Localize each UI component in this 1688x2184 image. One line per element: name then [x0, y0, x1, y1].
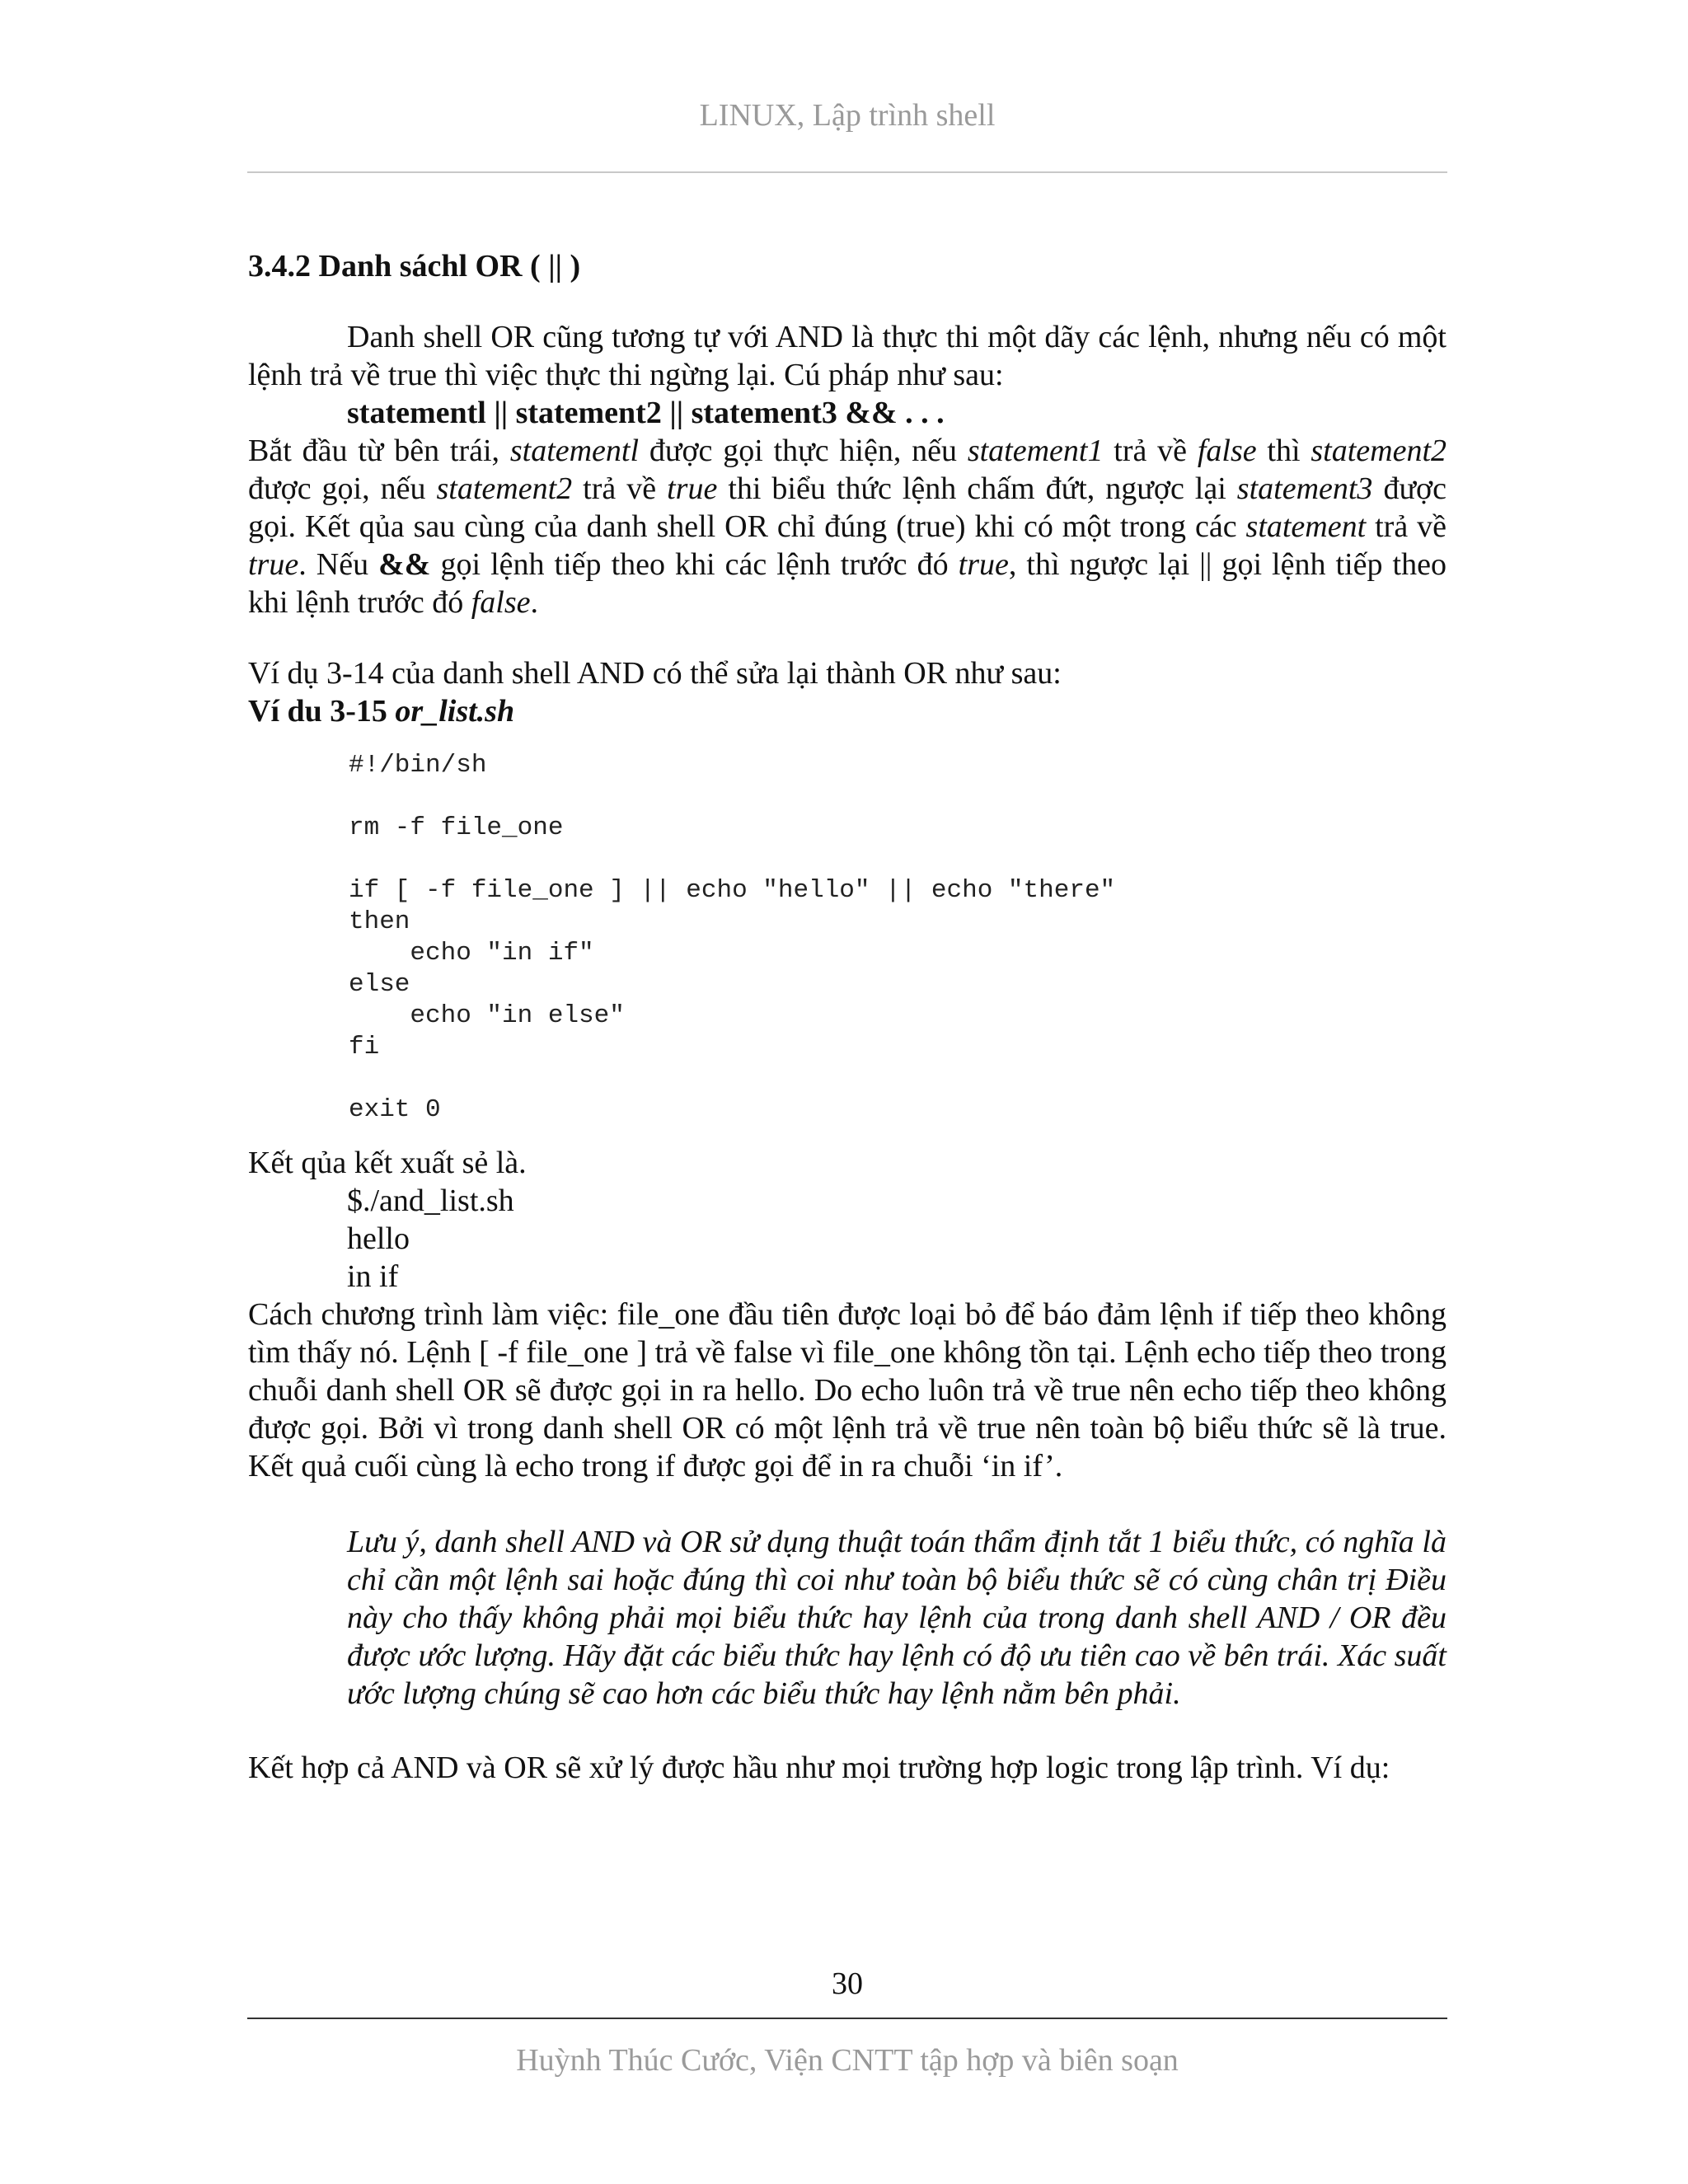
example-title: Ví du 3-15 or_list.sh — [248, 694, 515, 729]
explanation-paragraph: Cách chương trình làm việc: file_one đầu tiên được loại bỏ để báo đảm lệnh if tiếp theo không tìm thấy nó. Lệnh [ -f file_one ] trả về false vì file_one không tồn tại. Lệnh echo tiếp theo trong chuỗi danh shell OR sẽ được gọi in ra hello. Do echo luôn trả về true nên echo tiếp theo không được gọi. Bởi vì trong danh shell OR có một lệnh trả về true nên toàn bộ biểu thức sẽ là true. Kết quả cuối cùng là echo trong if được gọi để in ra chuỗi ‘in if’. — [248, 1297, 1447, 1483]
syntax-statement: statementl || statement2 || statement3 && . . . — [347, 396, 945, 430]
code-listing: #!/bin/sh rm -f file_one if [ -f file_one ] || echo "hello" || echo "there" then echo "in if" else echo "in else" fi exit 0 — [349, 751, 1116, 1124]
example-lead: Ví dụ 3-14 của danh shell AND có thể sửa lại thành OR như sau: — [248, 656, 1062, 691]
page-body — [248, 247, 1447, 1787]
section-title: 3.4.2 Danh sáchl OR ( || ) — [248, 249, 581, 284]
output-lead: Kết qủa kết xuất sẻ là. — [248, 1146, 527, 1180]
note-paragraph: Lưu ý, danh shell AND và OR sử dụng thuật toán thẩm định tắt 1 biểu thức, có nghĩa là chỉ cần một lệnh sai hoặc đúng thì coi như toàn bộ biểu thức sẽ có cùng chân trị Điều này cho thấy không phải mọi biểu thức hay lệnh của trong danh shell AND / OR đều được ước lượng. Hãy đặt các biểu thức hay lệnh có độ ưu tiên cao về bên trái. Xác suất ước lượng chúng sẽ cao hơn các biểu thức hay lệnh nằm bên phải. — [347, 1525, 1447, 1711]
closing-paragraph: Kết hợp cả AND và OR sẽ xử lý được hầu như mọi trường hợp logic trong lập trình. Ví dụ: — [248, 1750, 1390, 1785]
example-filename: or_list.sh — [395, 694, 515, 729]
footer-divider — [247, 2018, 1447, 2019]
header-divider — [247, 171, 1447, 173]
footer-text: Huỳnh Thúc Cước, Viện CNTT tập hợp và biên soạn — [516, 2043, 1179, 2078]
evaluation-paragraph: Bắt đầu từ bên trái, statementl được gọi thực hiện, nếu statement1 trả về false thì statement2 được gọi, nếu statement2 trả về true thi biểu thức lệnh chấm đứt, ngược lại statement3 được gọi. Kết qủa sau cùng của danh shell OR chỉ đúng (true) khi có một trong các statement trả về true. Nếu && gọi lệnh tiếp theo khi các lệnh trước đó true, thì ngược lại || gọi lệnh tiếp theo khi lệnh trước đó false. — [248, 434, 1447, 620]
page-number: 30 — [832, 1966, 863, 2001]
output-line: $./and_list.sh — [347, 1183, 514, 1218]
output-line: hello — [347, 1221, 410, 1256]
output-line: in if — [347, 1259, 399, 1294]
running-header: LINUX, Lập trình shell — [699, 98, 996, 133]
intro-paragraph: Danh shell OR cũng tương tự với AND là thực thi một dãy các lệnh, nhưng nếu có một lệnh trả về true thì việc thực thi ngừng lại. Cú pháp như sau: — [248, 320, 1447, 392]
